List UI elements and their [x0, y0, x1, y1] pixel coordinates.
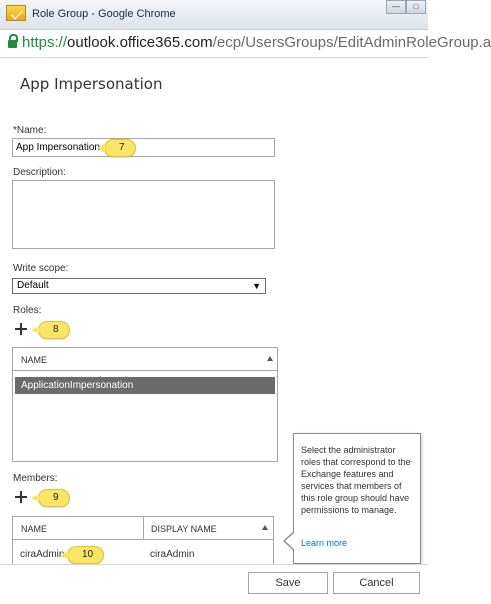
description-label: Description:: [13, 167, 66, 178]
dropdown-arrow-icon: ▼: [252, 281, 261, 291]
save-button[interactable]: Save: [248, 572, 328, 594]
roles-name-column-header[interactable]: NAME: [21, 355, 48, 365]
members-grid-header: [13, 517, 273, 540]
member-display-name-cell[interactable]: ciraAdmin: [150, 549, 195, 560]
lock-icon: [8, 40, 17, 48]
table-row[interactable]: ApplicationImpersonation: [15, 377, 275, 394]
address-bar[interactable]: [0, 30, 491, 58]
url-path: /ecp/UsersGroups/EditAdminRoleGroup.a: [212, 34, 491, 51]
cancel-button[interactable]: Cancel: [333, 572, 420, 594]
help-tooltip: [293, 433, 421, 564]
description-textarea[interactable]: [12, 180, 275, 249]
roles-grid-header: [13, 348, 277, 371]
callout-7: 7: [104, 139, 136, 157]
name-label: *Name:: [13, 125, 47, 136]
members-label: Members:: [13, 473, 58, 484]
url-host: outlook.office365.com: [67, 34, 213, 51]
add-role-plus-icon[interactable]: [14, 322, 28, 336]
name-input[interactable]: App Impersonation: [12, 138, 275, 157]
column-divider: [143, 517, 144, 540]
url[interactable]: [22, 34, 491, 51]
dialog-footer: [0, 564, 428, 604]
window-controls: [386, 0, 426, 14]
roles-label: Roles:: [13, 305, 42, 316]
sort-arrow-icon[interactable]: [267, 356, 273, 361]
roles-grid: [12, 347, 278, 462]
url-scheme: https://: [22, 34, 68, 51]
members-name-column-header[interactable]: NAME: [21, 524, 48, 534]
callout-10: 10: [67, 546, 104, 564]
write-scope-value: Default: [17, 280, 49, 291]
members-grid: [12, 516, 274, 568]
window-title-bar: [0, 0, 428, 30]
window-title: Role Group - Google Chrome: [32, 8, 176, 20]
minimize-button[interactable]: —: [386, 0, 406, 14]
app-icon: [6, 5, 26, 21]
page-title: App Impersonation: [20, 75, 163, 93]
add-member-plus-icon[interactable]: [14, 490, 28, 504]
members-display-name-column-header[interactable]: DISPLAY NAME: [151, 524, 217, 534]
callout-9: 9: [38, 489, 70, 507]
callout-8: 8: [38, 321, 70, 339]
write-scope-label: Write scope:: [13, 263, 69, 274]
tooltip-text: Select the administrator roles that correspond to the Exchange features and services that members of this role group should have permissions to manage.: [301, 445, 411, 515]
maximize-button[interactable]: □: [406, 0, 426, 14]
member-name-cell[interactable]: ciraAdmin: [20, 549, 65, 560]
write-scope-select[interactable]: [12, 278, 266, 294]
sort-arrow-icon[interactable]: [262, 525, 268, 530]
learn-more-link[interactable]: Learn more: [301, 538, 348, 548]
